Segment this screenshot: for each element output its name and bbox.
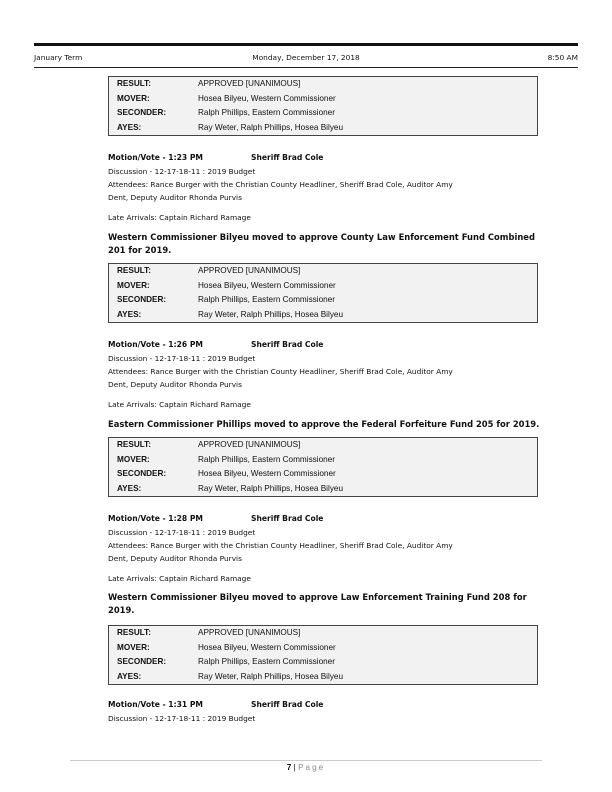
mover-value: Hosea Bilyeu, Western Commissioner <box>198 93 336 103</box>
result-value: APPROVED [UNANIMOUS] <box>198 266 301 275</box>
result-value: APPROVED [UNANIMOUS] <box>198 628 301 637</box>
page-footer <box>0 763 612 772</box>
seconder-value: Hosea Bilyeu, Western Commissioner <box>198 469 336 478</box>
discussion-line: Discussion - 12-17-18-11 : 2019 Budget <box>108 714 256 723</box>
result-label: RESULT: <box>117 79 151 88</box>
header-term: January Term <box>34 53 83 62</box>
motion-presenter: Sheriff Brad Cole <box>251 700 324 709</box>
attendees-line-cont: Dent, Deputy Auditor Rhonda Purvis <box>108 554 242 563</box>
header-time: 8:50 AM <box>547 53 578 62</box>
motion-text: Eastern Commissioner Phillips moved to approve the Federal Forfeiture Fund 205 for 2019. <box>108 419 540 429</box>
ayes-label: AYES: <box>117 309 142 319</box>
motion-heading <box>108 153 324 162</box>
ayes-value: Ray Weter, Ralph Phillips, Hosea Bilyeu <box>198 309 344 319</box>
ayes-value: Ray Weter, Ralph Phillips, Hosea Bilyeu <box>198 122 344 132</box>
result-label: RESULT: <box>117 266 151 275</box>
ayes-value: Ray Weter, Ralph Phillips, Hosea Bilyeu <box>198 483 344 493</box>
mover-row <box>109 92 537 107</box>
seconder-value: Ralph Phillips, Eastern Commissioner <box>198 295 335 304</box>
attendees-line-cont: Dent, Deputy Auditor Rhonda Purvis <box>108 193 242 202</box>
motion-presenter: Sheriff Brad Cole <box>251 153 324 162</box>
seconder-value: Ralph Phillips, Eastern Commissioner <box>198 108 335 117</box>
footer-separator: | <box>293 763 296 772</box>
motion-time: Motion/Vote - 1:28 PM <box>108 514 203 523</box>
mover-row <box>109 279 537 294</box>
motion-time: Motion/Vote - 1:26 PM <box>108 340 203 349</box>
motion-text: Western Commissioner Bilyeu moved to approve Law Enforcement Training Fund 208 for <box>108 592 527 602</box>
mover-label: MOVER: <box>117 93 150 103</box>
mover-label: MOVER: <box>117 454 150 464</box>
mover-row <box>109 453 537 468</box>
motion-heading <box>108 514 324 523</box>
mover-label: MOVER: <box>117 642 150 652</box>
mover-label: MOVER: <box>117 280 150 290</box>
motion-text-cont: 2019. <box>108 605 135 615</box>
seconder-label: SECONDER: <box>117 469 167 478</box>
seconder-row <box>109 655 537 670</box>
header-underline <box>34 67 578 68</box>
footer-rule <box>70 760 542 761</box>
ayes-row <box>109 482 537 497</box>
motion-text-cont: 201 for 2019. <box>108 245 172 255</box>
seconder-row <box>109 293 537 308</box>
result-label: RESULT: <box>117 440 151 449</box>
motion-heading <box>108 700 324 709</box>
motion-time: Motion/Vote - 1:31 PM <box>108 700 203 709</box>
late-arrivals-line: Late Arrivals: Captain Richard Ramage <box>108 400 251 409</box>
motion-presenter: Sheriff Brad Cole <box>251 514 324 523</box>
attendees-line: Attendees: Rance Burger with the Christian County Headliner, Sheriff Brad Cole, Auditor Amy <box>108 541 453 550</box>
discussion-line: Discussion - 12-17-18-11 : 2019 Budget <box>108 167 256 176</box>
motion-time: Motion/Vote - 1:23 PM <box>108 153 203 162</box>
result-row <box>109 264 537 279</box>
seconder-label: SECONDER: <box>117 295 167 304</box>
vote-result-table <box>108 76 538 136</box>
attendees-line: Attendees: Rance Burger with the Christian County Headliner, Sheriff Brad Cole, Auditor Amy <box>108 367 453 376</box>
seconder-row <box>109 106 537 121</box>
ayes-label: AYES: <box>117 122 142 132</box>
page-header <box>34 51 578 65</box>
header-rule <box>34 43 578 46</box>
seconder-value: Ralph Phillips, Eastern Commissioner <box>198 657 335 666</box>
seconder-row <box>109 467 537 482</box>
result-row <box>109 626 537 641</box>
discussion-line: Discussion - 12-17-18-11 : 2019 Budget <box>108 528 256 537</box>
ayes-row <box>109 308 537 323</box>
seconder-label: SECONDER: <box>117 657 167 666</box>
result-label: RESULT: <box>117 628 151 637</box>
result-value: APPROVED [UNANIMOUS] <box>198 79 301 88</box>
result-row <box>109 77 537 92</box>
motion-text: Western Commissioner Bilyeu moved to approve County Law Enforcement Fund Combined <box>108 232 535 242</box>
header-date: Monday, December 17, 2018 <box>252 53 360 62</box>
vote-result-table <box>108 263 538 323</box>
motion-presenter: Sheriff Brad Cole <box>251 340 324 349</box>
mover-value: Hosea Bilyeu, Western Commissioner <box>198 280 336 290</box>
mover-row <box>109 641 537 656</box>
result-row <box>109 438 537 453</box>
seconder-label: SECONDER: <box>117 108 167 117</box>
result-value: APPROVED [UNANIMOUS] <box>198 440 301 449</box>
motion-heading <box>108 340 324 349</box>
attendees-line-cont: Dent, Deputy Auditor Rhonda Purvis <box>108 380 242 389</box>
ayes-row <box>109 121 537 136</box>
late-arrivals-line: Late Arrivals: Captain Richard Ramage <box>108 213 251 222</box>
ayes-value: Ray Weter, Ralph Phillips, Hosea Bilyeu <box>198 671 344 681</box>
vote-result-table <box>108 437 538 497</box>
ayes-label: AYES: <box>117 483 142 493</box>
attendees-line: Attendees: Rance Burger with the Christian County Headliner, Sheriff Brad Cole, Auditor Amy <box>108 180 453 189</box>
ayes-label: AYES: <box>117 671 142 681</box>
discussion-line: Discussion - 12-17-18-11 : 2019 Budget <box>108 354 256 363</box>
ayes-row <box>109 670 537 685</box>
page-number: 7 <box>286 763 292 772</box>
late-arrivals-line: Late Arrivals: Captain Richard Ramage <box>108 574 251 583</box>
page-word: Page <box>298 763 326 772</box>
mover-value: Hosea Bilyeu, Western Commissioner <box>198 642 336 652</box>
vote-result-table <box>108 625 538 685</box>
mover-value: Ralph Phillips, Eastern Commissioner <box>198 454 335 464</box>
